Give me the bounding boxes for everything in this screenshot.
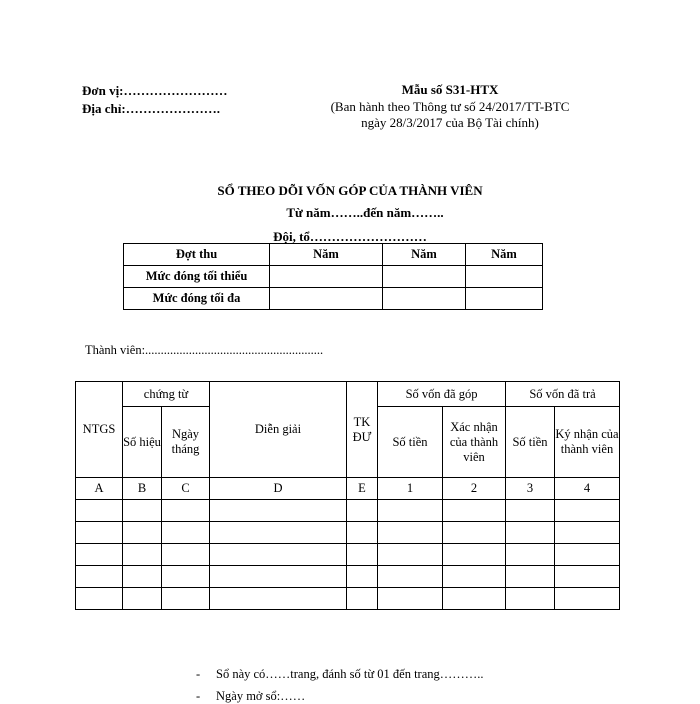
letter-2: 2 xyxy=(443,478,506,500)
ledger-table xyxy=(75,381,620,610)
col-header-installment: Đợt thu xyxy=(124,244,270,266)
header-description: Diễn giải xyxy=(210,382,347,478)
header-contributed-amount: Số tiền xyxy=(378,407,443,478)
page-title: SỔ THEO DÕI VỐN GÓP CỦA THÀNH VIÊN xyxy=(217,183,483,198)
letter-a: A xyxy=(76,478,123,500)
form-code: Mẫu số S31-HTX xyxy=(401,82,499,97)
footer-text-1: Sổ này có……trang, đánh số từ 01 đến trang……….. xyxy=(216,667,484,681)
letter-e: E xyxy=(347,478,378,500)
header-voucher-date: Ngày tháng xyxy=(162,407,210,478)
bullet-dash: - xyxy=(196,667,201,681)
address-line: Địa chỉ:…………………. xyxy=(82,101,220,116)
table-row xyxy=(76,588,620,610)
bullet-dash: - xyxy=(196,689,201,703)
unit-line: Đơn vị:…………………… xyxy=(82,83,228,98)
letter-c: C xyxy=(162,478,210,500)
footer-line-2 xyxy=(196,689,305,704)
member-line: Thành viên:......................................................... xyxy=(85,343,324,357)
header-returned: Số vốn đã trả xyxy=(506,382,620,407)
header-account: TK ĐƯ xyxy=(347,382,378,478)
header-voucher-number: Số hiệu xyxy=(123,407,162,478)
cell xyxy=(270,266,383,288)
contribution-table xyxy=(123,243,543,310)
col-year-1: Năm xyxy=(270,244,383,266)
col-year-2: Năm xyxy=(383,244,466,266)
table-row xyxy=(76,544,620,566)
team-line: Đội, tổ……………………… xyxy=(273,229,427,244)
table-row xyxy=(76,500,620,522)
cell xyxy=(466,288,543,310)
header-returned-amount: Số tiền xyxy=(506,407,555,478)
row-label-max: Mức đóng tối đa xyxy=(124,288,270,310)
header-left xyxy=(82,82,228,118)
table-row xyxy=(76,522,620,544)
cell xyxy=(383,266,466,288)
row-label-min: Mức đóng tối thiểu xyxy=(124,266,270,288)
header-voucher: chứng từ xyxy=(123,382,210,407)
footer-line-1 xyxy=(196,667,484,682)
cell xyxy=(466,266,543,288)
letter-d: D xyxy=(210,478,347,500)
footer-text-2: Ngày mở sổ:…… xyxy=(216,689,306,703)
col-year-3: Năm xyxy=(466,244,543,266)
cell xyxy=(383,288,466,310)
header-returned-sign: Ký nhận của thành viên xyxy=(555,407,620,478)
header-contributed: Số vốn đã góp xyxy=(378,382,506,407)
issued-line-2: ngày 28/3/2017 của Bộ Tài chính) xyxy=(361,115,539,130)
issued-line-1: (Ban hành theo Thông tư số 24/2017/TT-BTC xyxy=(330,99,570,114)
letter-1: 1 xyxy=(378,478,443,500)
header-contributed-confirm: Xác nhận của thành viên xyxy=(443,407,506,478)
header-ntgs: NTGS xyxy=(76,382,123,478)
letter-4: 4 xyxy=(555,478,620,500)
header-right xyxy=(330,82,570,131)
letter-b: B xyxy=(123,478,162,500)
year-range: Từ năm……..đến năm…….. xyxy=(286,205,444,220)
table-row xyxy=(76,566,620,588)
cell xyxy=(270,288,383,310)
letter-3: 3 xyxy=(506,478,555,500)
